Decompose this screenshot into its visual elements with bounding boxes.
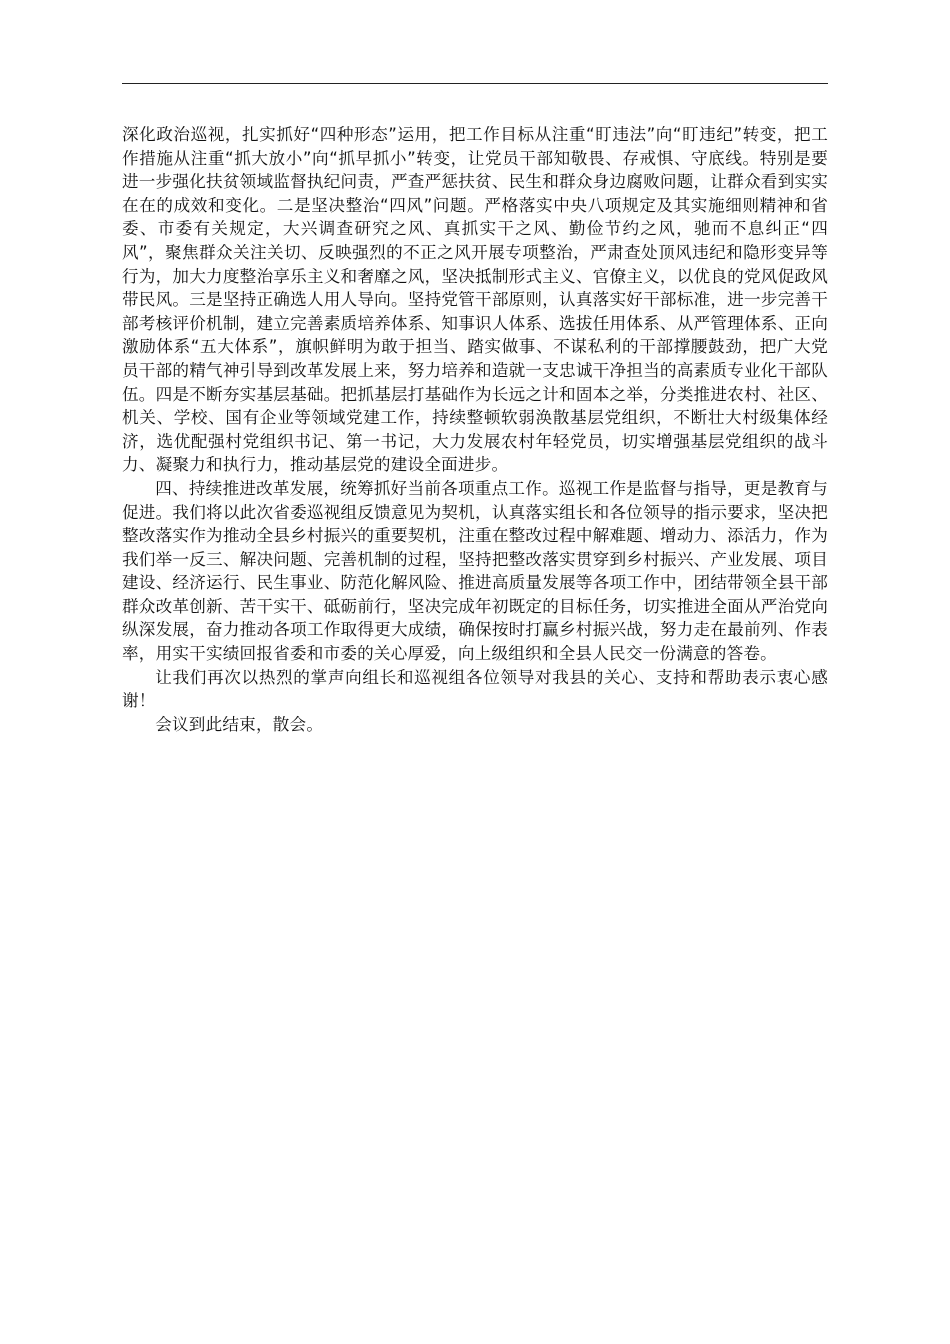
paragraph-thanks: 让我们再次以热烈的掌声向组长和巡视组各位领导对我县的关心、支持和帮助表示衷心感谢！ — [122, 667, 828, 711]
paragraph-section-four: 四、持续推进改革发展，统筹抓好当前各项重点工作。巡视工作是监督与指导，更是教育与促进。我们将以此次省委巡视组反馈意见为契机，认真落实组长和各位领导的指示要求，坚决把整改落实作为推动全县乡村振兴的重要契机，注重在整改过程中解难题、增动力、添活力，作为我们举一反三、解决问题、完善机制的过程，坚持把整改落实贯穿到乡村振兴、产业发展、项目建设、经济运行、民生事业、防范化解风险、推进高质量发展等各项工作中，团结带领全县干部群众改革创新、苦干实干、砥砺前行，坚决完成年初既定的目标任务，切实推进全面从严治党向纵深发展，奋力推动各项工作取得更大成绩，确保按时打赢乡村振兴战，努力走在最前列、作表率，用实干实绩回报省委和市委的关心厚爱，向上级组织和全县人民交一份满意的答卷。 — [122, 478, 828, 664]
paragraph-closing: 会议到此结束，散会。 — [155, 714, 324, 734]
document-body — [122, 123, 828, 736]
paragraph-continued: 深化政治巡视，扎实抓好“四种形态”运用，把工作目标从注重“盯违法”向“盯违纪”转变，把工作措施从注重“抓大放小”向“抓早抓小”转变，让党员干部知敬畏、存戒惧、守底线。特别是要进一步强化扶贫领域监督执纪问责，严查严惩扶贫、民生和群众身边腐败问题，让群众看到实实在在的成效和变化。二是坚决整治“四风”问题。严格落实中央八项规定及其实施细则精神和省委、市委有关规定，大兴调查研究之风、真抓实干之风、勤俭节约之风，驰而不息纠正“四风”，聚焦群众关注关切、反映强烈的不正之风开展专项整治，严肃查处顶风违纪和隐形变异等行为，加大力度整治享乐主义和奢靡之风，坚决抵制形式主义、官僚主义，以优良的党风促政风带民风。三是坚持正确选人用人导向。坚持党管干部原则，认真落实好干部标准，进一步完善干部考核评价机制，建立完善素质培养体系、知事识人体系、选拔任用体系、从严管理体系、正向激励体系“五大体系”，旗帜鲜明为敢于担当、踏实做事、不谋私利的干部撑腰鼓劲，把广大党员干部的精气神引导到改革发展上来，努力培养和造就一支忠诚干净担当的高素质专业化干部队伍。四是不断夯实基层基础。把抓基层打基础作为长远之计和固本之举，分类推进农村、社区、机关、学校、国有企业等领域党建工作，持续整顿软弱涣散基层党组织，不断壮大村级集体经济，选优配强村党组织书记、第一书记，大力发展农村年轻党员，切实增强基层党组织的战斗力、凝聚力和执行力，推动基层党的建设全面进步。 — [122, 125, 828, 475]
header-rule — [122, 83, 828, 84]
